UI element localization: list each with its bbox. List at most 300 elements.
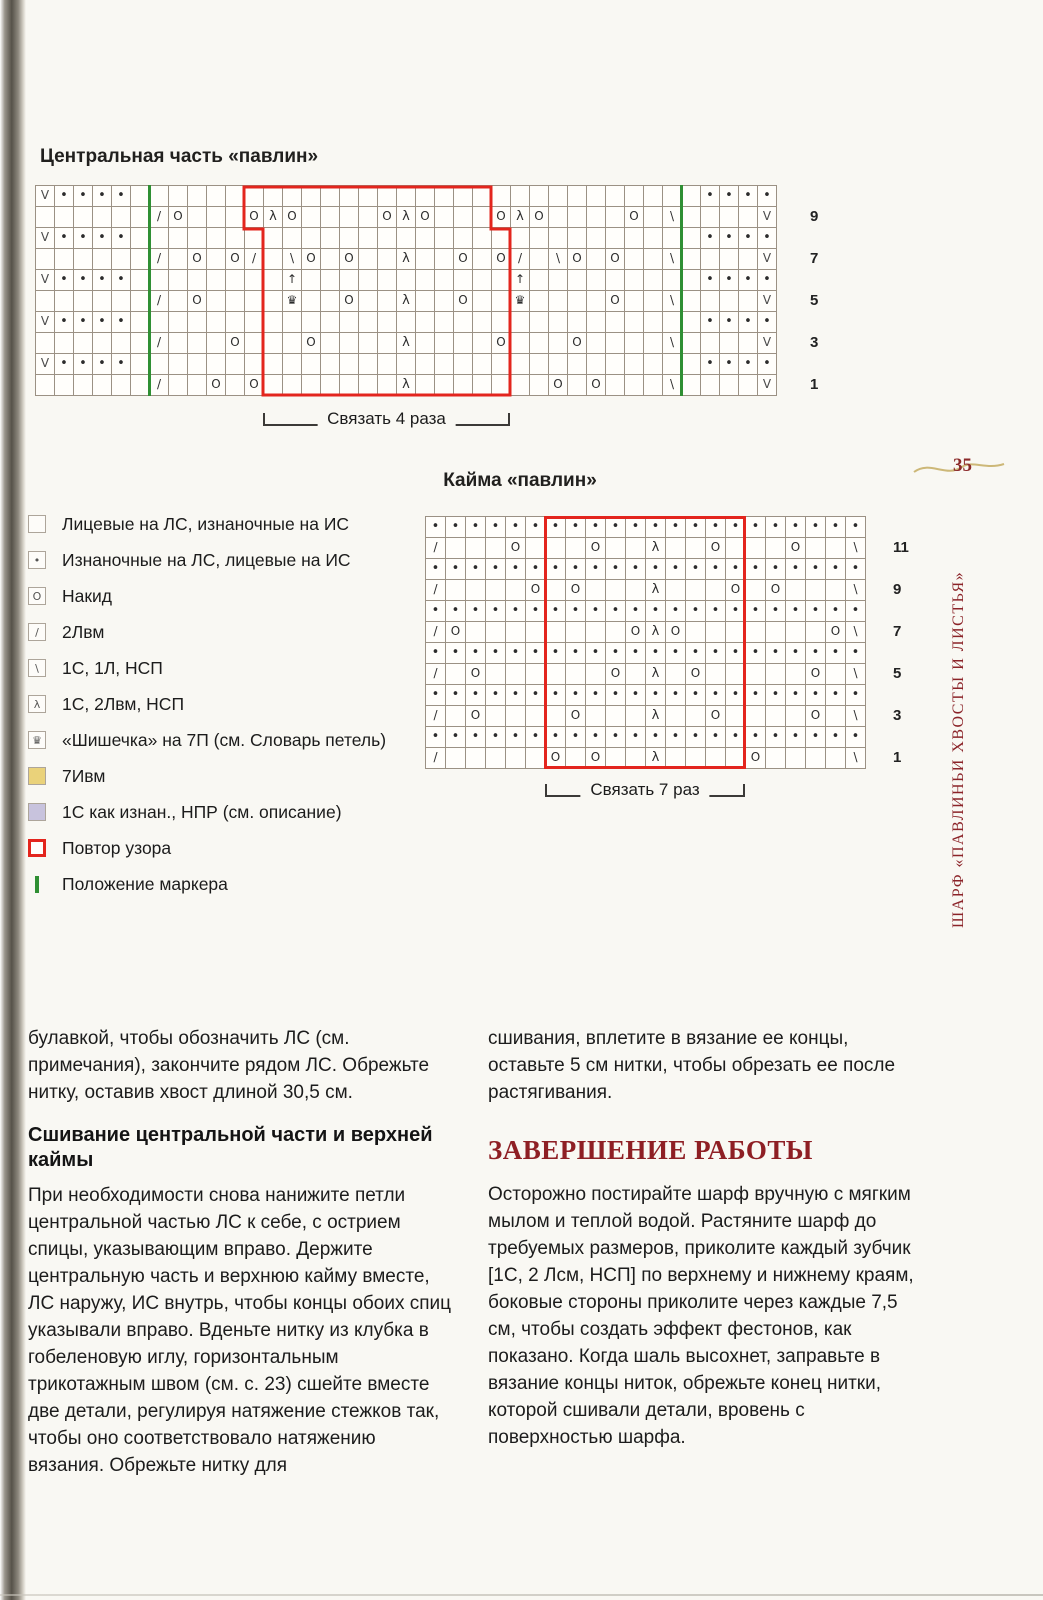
- dot-symbol: •: [806, 685, 826, 706]
- chart-border: [425, 516, 909, 799]
- yarn_over-symbol: O: [283, 207, 302, 228]
- chart-cell: [625, 249, 644, 270]
- chart-cell: [454, 186, 473, 207]
- chart-cell: [682, 228, 701, 249]
- yarn_over-symbol: O: [549, 375, 568, 396]
- chart-cell: [726, 538, 746, 559]
- dot-symbol: •: [546, 559, 566, 580]
- dot-symbol: •: [739, 228, 758, 249]
- dot-symbol: •: [826, 559, 846, 580]
- chart-cell: [511, 186, 530, 207]
- chart-cell: [207, 228, 226, 249]
- chart-central-grid: [35, 185, 777, 396]
- paragraph: булавкой, чтобы обозначить ЛС (см. примечания), закончите рядом ЛС. Обрежьте нитку, оставив хвост длиной 30,5 см.: [28, 1028, 430, 1103]
- yarn_over-symbol: O: [746, 748, 766, 769]
- chart-cell: [549, 312, 568, 333]
- chart-cell: [55, 375, 74, 396]
- yarn_over-symbol: O: [188, 291, 207, 312]
- dot-symbol: •: [706, 643, 726, 664]
- dot-symbol: •: [112, 270, 131, 291]
- row-number: 1: [893, 749, 902, 766]
- dot-symbol: •: [506, 517, 526, 538]
- chart-cell: [826, 748, 846, 769]
- chart-cell: [546, 706, 566, 727]
- dot-symbol: •: [720, 354, 739, 375]
- dot-symbol: •: [446, 643, 466, 664]
- dot-symbol: •: [786, 601, 806, 622]
- dot-symbol: •: [766, 559, 786, 580]
- chart-cell: [625, 228, 644, 249]
- legend-label: Накид: [62, 586, 113, 606]
- chart-cell: [169, 312, 188, 333]
- dot-symbol: •: [526, 517, 546, 538]
- dot-symbol: •: [646, 601, 666, 622]
- chart-cell: [587, 186, 606, 207]
- right_dec-symbol: /: [426, 748, 446, 769]
- yarn_over-symbol: O: [466, 706, 486, 727]
- legend-item: [28, 802, 422, 825]
- chart-cell: [786, 664, 806, 685]
- chart-cell: [169, 186, 188, 207]
- dot-symbol: •: [446, 601, 466, 622]
- dot-symbol: •: [626, 601, 646, 622]
- chart-cell: [112, 333, 131, 354]
- chart-cell: [435, 228, 454, 249]
- dot-symbol: •: [606, 727, 626, 748]
- right_dec-symbol: /: [426, 580, 446, 601]
- legend-label: 2Лвм: [62, 622, 105, 642]
- dot-symbol: •: [486, 727, 506, 748]
- chart-cell: [150, 270, 169, 291]
- dot-symbol: •: [446, 559, 466, 580]
- chart-cell: [446, 580, 466, 601]
- dot-symbol: •: [701, 186, 720, 207]
- chart-cell: [283, 312, 302, 333]
- chart-cell: [378, 291, 397, 312]
- double_dec-symbol: λ: [397, 249, 416, 270]
- dot-symbol: •: [446, 685, 466, 706]
- chart-cell: [55, 249, 74, 270]
- chart-cell: [666, 706, 686, 727]
- chart-cell: [226, 354, 245, 375]
- chart-cell: [568, 228, 587, 249]
- chart-cell: [454, 312, 473, 333]
- chart-cell: [549, 333, 568, 354]
- dot-symbol: •: [686, 727, 706, 748]
- dot-symbol: •: [546, 685, 566, 706]
- chart-cell: [321, 291, 340, 312]
- double_dec-symbol: λ: [397, 291, 416, 312]
- chart-cell: [682, 186, 701, 207]
- chart-cell: [606, 375, 625, 396]
- chart-cell: [359, 375, 378, 396]
- chart-cell: [36, 291, 55, 312]
- chart-cell: [454, 375, 473, 396]
- dot-symbol: •: [646, 685, 666, 706]
- chart-cell: [566, 664, 586, 685]
- chart-cell: [378, 375, 397, 396]
- chart-cell: [150, 354, 169, 375]
- yarn_over-symbol: O: [302, 333, 321, 354]
- chart-cell: [766, 538, 786, 559]
- dot-symbol: •: [826, 517, 846, 538]
- chart-cell: [766, 622, 786, 643]
- chart-cell: [606, 312, 625, 333]
- chart-cell: [302, 291, 321, 312]
- article-column-left: [28, 1026, 452, 1492]
- chart-cell: [486, 664, 506, 685]
- chart-cell: [666, 538, 686, 559]
- chart-cell: [378, 249, 397, 270]
- chart-cell: [644, 312, 663, 333]
- chart-cell: [435, 186, 454, 207]
- chart-cell: [93, 249, 112, 270]
- yarn_over-symbol: O: [546, 748, 566, 769]
- yarn_over-symbol: O: [526, 580, 546, 601]
- row-number: 11: [893, 539, 909, 556]
- yarn_over-symbol: O: [340, 291, 359, 312]
- chart-cell: [644, 249, 663, 270]
- chart-cell: [739, 207, 758, 228]
- row-number: 7: [810, 250, 819, 267]
- dot-symbol: •: [506, 643, 526, 664]
- dot-symbol: •: [701, 354, 720, 375]
- chart-cell: [506, 622, 526, 643]
- dot-symbol: •: [758, 228, 777, 249]
- chart-cell: [226, 312, 245, 333]
- chart-cell: [74, 333, 93, 354]
- chart-cell: [473, 228, 492, 249]
- chart-cell: [586, 706, 606, 727]
- yarn_over-symbol: O: [766, 580, 786, 601]
- chart-cell: [739, 333, 758, 354]
- left_dec-symbol: \: [663, 375, 682, 396]
- chart-cell: [454, 354, 473, 375]
- double_dec-symbol: λ: [397, 375, 416, 396]
- chart-cell: [416, 228, 435, 249]
- chart-cell: [74, 207, 93, 228]
- right_dec-symbol: /: [150, 333, 169, 354]
- bobble-legend-icon: ♛: [28, 731, 46, 749]
- chart-cell: [606, 186, 625, 207]
- yarn_over-symbol: O: [492, 207, 511, 228]
- chart-cell: [321, 228, 340, 249]
- repeat-legend-icon: [28, 839, 46, 857]
- chart-cell: [644, 228, 663, 249]
- chart-central-title: Центральная часть «павлин»: [40, 146, 319, 167]
- yarn_over-symbol: O: [568, 333, 587, 354]
- chart-cell: [486, 538, 506, 559]
- legend-label: 1С, 2Лвм, НСП: [62, 694, 185, 714]
- dot-symbol: •: [586, 643, 606, 664]
- chart-cell: [644, 270, 663, 291]
- chart-cell: [93, 375, 112, 396]
- chart-cell: [321, 249, 340, 270]
- chart-cell: [340, 375, 359, 396]
- dot-symbol: •: [566, 727, 586, 748]
- legend-label: Лицевые на ЛС, изнаночные на ИС: [62, 514, 350, 534]
- left_dec-symbol: \: [663, 207, 682, 228]
- yarn_over-symbol: O: [245, 207, 264, 228]
- chart-cell: [746, 664, 766, 685]
- dot-symbol: •: [506, 601, 526, 622]
- chart-cell: [701, 249, 720, 270]
- chart-cell: [806, 538, 826, 559]
- chart-cell: [473, 207, 492, 228]
- chart-cell: [606, 354, 625, 375]
- dot-symbol: •: [486, 685, 506, 706]
- dot-symbol: •: [786, 559, 806, 580]
- chart-central: [35, 185, 819, 428]
- dot-symbol: •: [826, 601, 846, 622]
- chart-cell: [826, 580, 846, 601]
- chart-cell: [511, 354, 530, 375]
- chart-cell: [682, 207, 701, 228]
- chart-cell: [435, 291, 454, 312]
- chart-cell: [492, 228, 511, 249]
- yarn_over-symbol: O: [726, 580, 746, 601]
- dot-symbol: •: [726, 559, 746, 580]
- dot-symbol: •: [726, 643, 746, 664]
- section-heading-finishing: ЗАВЕРШЕНИЕ РАБОТЫ: [488, 1134, 813, 1165]
- chart-cell: [530, 186, 549, 207]
- legend-label: «Шишечка» на 7П (см. Словарь петель): [62, 730, 387, 750]
- yarn_over-symbol: O: [454, 249, 473, 270]
- dot-symbol: •: [746, 643, 766, 664]
- dot-symbol: •: [606, 643, 626, 664]
- chart-cell: [666, 580, 686, 601]
- chart-cell: [549, 291, 568, 312]
- row-number: 1: [810, 376, 819, 393]
- dot-symbol: •: [720, 186, 739, 207]
- chart-cell: [207, 270, 226, 291]
- chart-cell: [245, 228, 264, 249]
- dot-symbol: •: [806, 517, 826, 538]
- dot-symbol: •: [112, 228, 131, 249]
- chart-cell: [207, 249, 226, 270]
- dot-symbol: •: [666, 601, 686, 622]
- chart-cell: [302, 186, 321, 207]
- legend-item: [28, 658, 422, 681]
- legend-item: [28, 838, 422, 861]
- yarn_over-symbol: O: [226, 333, 245, 354]
- dot-symbol: •: [846, 601, 866, 622]
- chart-cell: [568, 312, 587, 333]
- dot-symbol: •: [758, 270, 777, 291]
- chart-cell: [207, 333, 226, 354]
- chart-cell: [726, 706, 746, 727]
- chart-cell: [340, 270, 359, 291]
- dot-symbol: •: [739, 354, 758, 375]
- dot-symbol: •: [466, 685, 486, 706]
- legend-item: [28, 550, 422, 573]
- dot-symbol: •: [93, 270, 112, 291]
- chart-cell: [397, 354, 416, 375]
- dot-symbol: •: [758, 186, 777, 207]
- yarn_over-symbol: O: [686, 664, 706, 685]
- chart-cell: [746, 706, 766, 727]
- marker-line-right: [680, 185, 683, 396]
- dot-symbol: •: [426, 601, 446, 622]
- chart-cell: [625, 312, 644, 333]
- chart-cell: [188, 354, 207, 375]
- dot-symbol: •: [93, 354, 112, 375]
- left_dec-symbol: \: [549, 249, 568, 270]
- chart-cell: [264, 228, 283, 249]
- repeat-caption-central: Связать 4 раза: [317, 409, 456, 429]
- chart-cell: [207, 291, 226, 312]
- chart-cell: [340, 186, 359, 207]
- legend-item: [28, 514, 422, 537]
- dot-symbol: •: [706, 601, 726, 622]
- chart-cell: [586, 622, 606, 643]
- dot-symbol: •: [426, 685, 446, 706]
- chart-cell: [446, 664, 466, 685]
- right_dec-symbol: /: [426, 538, 446, 559]
- chart-cell: [566, 622, 586, 643]
- dot-symbol: •: [586, 517, 606, 538]
- yarn_over-symbol: O: [378, 207, 397, 228]
- bobble-symbol: ♛: [511, 291, 530, 312]
- right_dec-symbol: /: [150, 291, 169, 312]
- chart-cell: [340, 354, 359, 375]
- dot-symbol: •: [546, 601, 566, 622]
- chart-cell: [506, 706, 526, 727]
- slipped-symbol: V: [758, 333, 777, 354]
- chart-cell: [188, 333, 207, 354]
- chart-cell: [546, 622, 566, 643]
- chart-cell: [511, 375, 530, 396]
- chart-cell: [340, 333, 359, 354]
- chart-cell: [587, 354, 606, 375]
- dot-symbol: •: [446, 727, 466, 748]
- dot-symbol: •: [446, 517, 466, 538]
- yarn_over-symbol: O: [626, 622, 646, 643]
- paragraph: Осторожно постирайте шарф вручную с мягким мылом и теплой водой. Растяните шарф до требуемых размеров, приколите каждый зубчик [1С, 2 Лсм, НСП] по верхнему и нижнему краям, боковые стороны приколите через каждые 7,5 см, чтобы создать эффект фестонов, как показано. Когда шаль высохнет, заправьте в вязание концы ниток, обрежьте конец нитки, которой сшивали детали, вровень с поверхностью шарфа.: [488, 1183, 914, 1448]
- dot-symbol: •: [566, 517, 586, 538]
- chart-cell: [321, 354, 340, 375]
- chart-cell: [682, 375, 701, 396]
- chart-cell: [359, 291, 378, 312]
- chart-cell: [586, 664, 606, 685]
- chart-cell: [473, 354, 492, 375]
- chart-cell: [626, 580, 646, 601]
- double_dec-symbol: λ: [646, 538, 666, 559]
- dot-symbol: •: [786, 685, 806, 706]
- left_dec-symbol: \: [846, 538, 866, 559]
- chart-cell: [340, 312, 359, 333]
- yarn_over-symbol: O: [446, 622, 466, 643]
- chart-cell: [416, 375, 435, 396]
- chart-cell: [283, 186, 302, 207]
- chart-cell: [706, 580, 726, 601]
- double_dec-symbol: λ: [646, 706, 666, 727]
- chart-cell: [526, 622, 546, 643]
- dot-symbol: •: [666, 643, 686, 664]
- chart-cell: [625, 354, 644, 375]
- dot-symbol: •: [846, 517, 866, 538]
- chart-legend: [28, 514, 422, 910]
- chart-cell: [226, 207, 245, 228]
- chart-cell: [566, 748, 586, 769]
- chart-border-grid: [425, 516, 866, 769]
- chart-cell: [606, 622, 626, 643]
- dot-symbol: •: [686, 685, 706, 706]
- dot-symbol: •: [426, 559, 446, 580]
- dot-symbol: •: [666, 517, 686, 538]
- dot-symbol: •: [706, 727, 726, 748]
- dot-symbol: •: [466, 559, 486, 580]
- chart-cell: [188, 228, 207, 249]
- repeat-bracket-central: [263, 409, 510, 428]
- scan-gutter-shadow: [0, 0, 26, 1600]
- chart-cell: [826, 706, 846, 727]
- chart-cell: [682, 333, 701, 354]
- chart-cell: [378, 186, 397, 207]
- chart-cell: [606, 270, 625, 291]
- yarn_over-symbol: O: [530, 207, 549, 228]
- chart-cell: [549, 186, 568, 207]
- chart-cell: [283, 354, 302, 375]
- chart-cell: [226, 375, 245, 396]
- chart-cell: [644, 186, 663, 207]
- right_dec-symbol: /: [426, 706, 446, 727]
- legend-item: [28, 622, 422, 645]
- chart-cell: [766, 664, 786, 685]
- chart-cell: [340, 228, 359, 249]
- chart-cell: [625, 270, 644, 291]
- chart-cell: [701, 207, 720, 228]
- chart-cell: [706, 664, 726, 685]
- dot-symbol: •: [606, 559, 626, 580]
- chart-cell: [606, 706, 626, 727]
- dot-symbol: •: [626, 685, 646, 706]
- dot-symbol: •: [586, 601, 606, 622]
- yarn_over-symbol: O: [454, 291, 473, 312]
- yarn_over-symbol: O: [169, 207, 188, 228]
- yarn_over-symbol: O: [302, 249, 321, 270]
- yarn_over-symbol: O: [506, 538, 526, 559]
- double_dec-symbol: λ: [397, 333, 416, 354]
- dot-symbol: •: [666, 559, 686, 580]
- dot-symbol: •: [686, 643, 706, 664]
- lambda-legend-icon: λ: [28, 695, 46, 713]
- chart-cell: [486, 748, 506, 769]
- dot-symbol: •: [526, 643, 546, 664]
- chart-cell: [492, 270, 511, 291]
- dot-symbol: •: [701, 270, 720, 291]
- chart-cell: [473, 333, 492, 354]
- chart-cell: [359, 228, 378, 249]
- chart-cell: [511, 333, 530, 354]
- chart-cell: [587, 228, 606, 249]
- double_dec-symbol: λ: [646, 664, 666, 685]
- chart-cell: [283, 228, 302, 249]
- legend-label: Изнаночные на ЛС, лицевые на ИС: [62, 550, 351, 570]
- chart-cell: [245, 333, 264, 354]
- O-legend-icon: O: [28, 587, 46, 605]
- chart-cell: [701, 375, 720, 396]
- yarn_over-symbol: O: [826, 622, 846, 643]
- dot-symbol: •: [686, 601, 706, 622]
- double_dec-symbol: λ: [397, 207, 416, 228]
- chart-cell: [546, 664, 566, 685]
- chart-cell: [36, 375, 55, 396]
- double_dec-symbol: λ: [646, 748, 666, 769]
- dot-symbol: •: [826, 643, 846, 664]
- chart-cell: [150, 312, 169, 333]
- dot-symbol: •: [606, 685, 626, 706]
